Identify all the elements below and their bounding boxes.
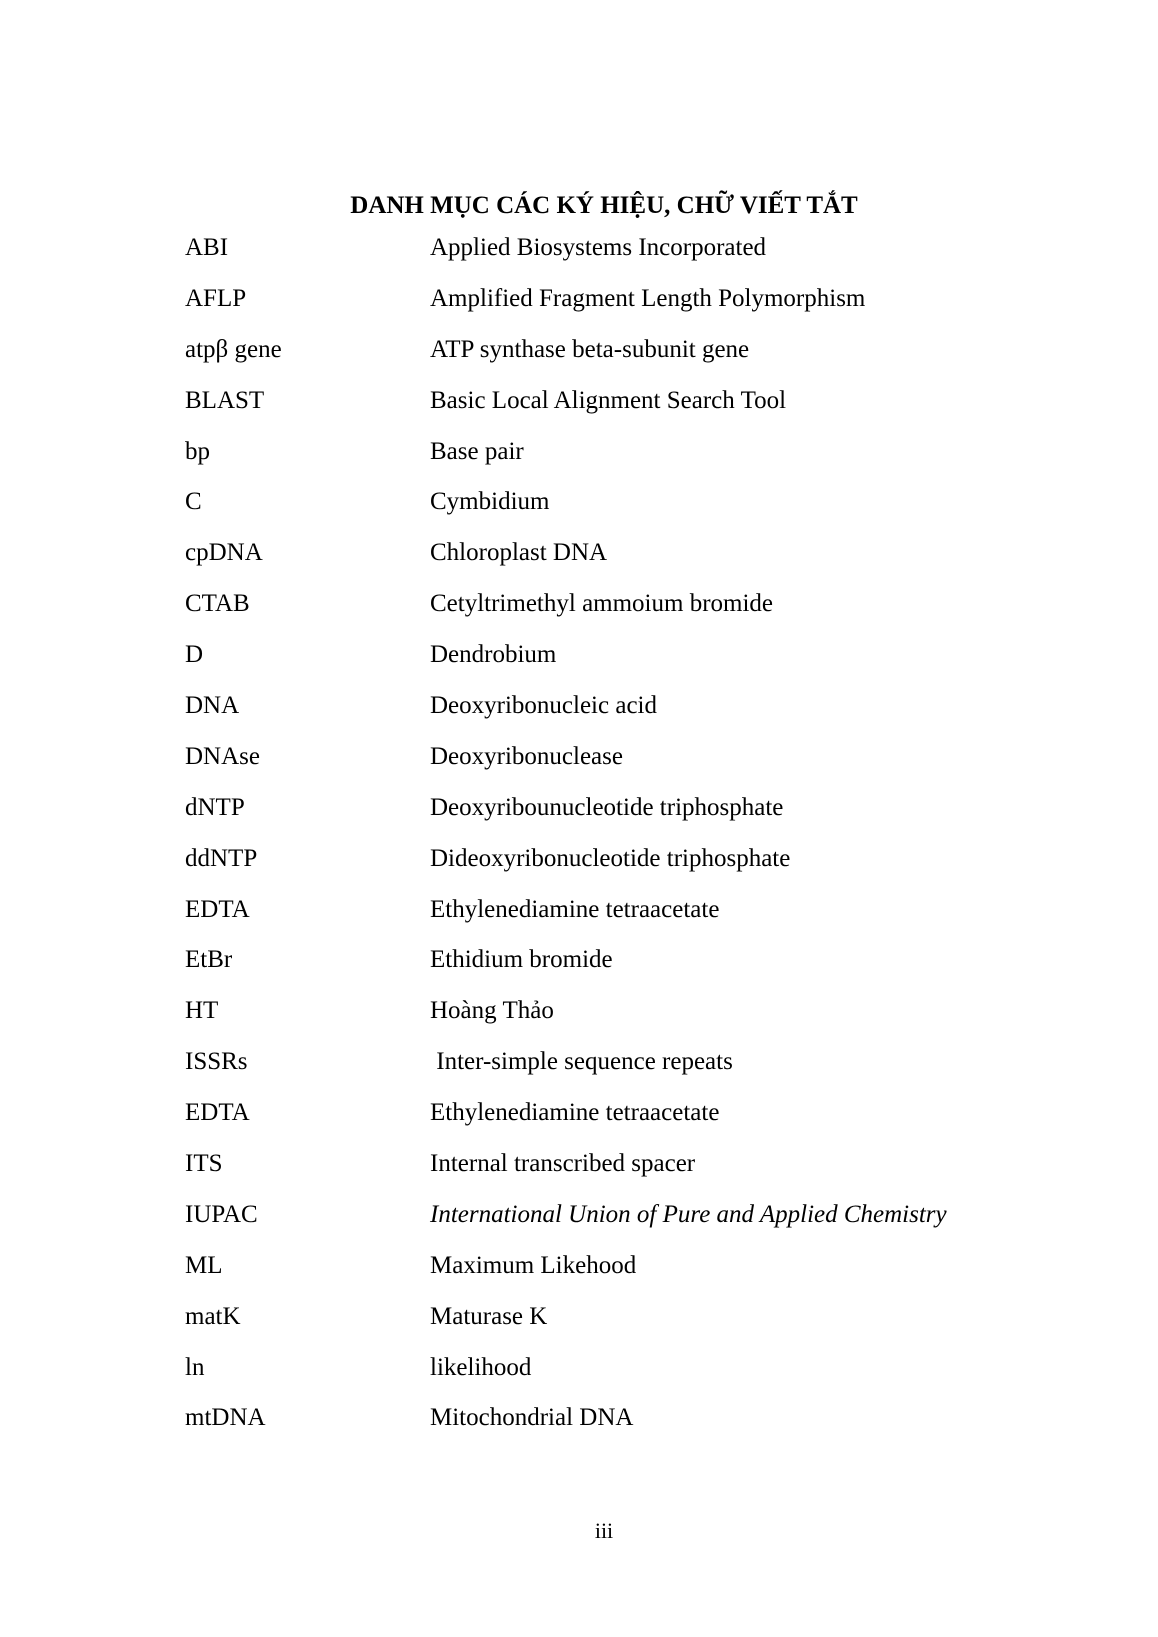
abbreviation-term: EtBr	[185, 946, 233, 974]
abbreviation-definition: Dideoxyribonucleotide triphosphate	[430, 844, 791, 872]
abbreviation-row	[185, 1200, 1125, 1251]
abbreviation-term: dNTP	[185, 793, 245, 821]
abbreviation-definition: Ethylenediamine tetraacetate	[430, 895, 720, 923]
abbreviation-definition: ATP synthase beta-subunit gene	[430, 335, 750, 363]
page-number: iii	[594, 1518, 614, 1543]
abbreviation-row	[185, 793, 1125, 844]
abbreviation-definition: Ethidium bromide	[430, 946, 613, 974]
abbreviation-term: mtDNA	[185, 1404, 266, 1432]
abbreviation-term: ln	[185, 1353, 205, 1381]
abbreviation-row	[185, 1149, 1125, 1200]
abbreviation-row	[185, 996, 1125, 1047]
abbreviation-row	[185, 1353, 1125, 1404]
abbreviation-row	[185, 1403, 1125, 1454]
abbreviation-definition: likelihood	[430, 1353, 532, 1381]
abbreviation-term: D	[185, 641, 204, 669]
abbreviation-term: bp	[185, 437, 210, 465]
abbreviation-term: DNA	[185, 692, 240, 720]
abbreviation-definition: Maturase K	[430, 1302, 548, 1330]
abbreviation-term: ITS	[185, 1150, 223, 1178]
abbreviation-term: cpDNA	[185, 539, 263, 567]
abbreviation-definition: Deoxyribonuclease	[430, 742, 623, 770]
abbreviation-term: CTAB	[185, 590, 250, 618]
abbreviation-row	[185, 1098, 1125, 1149]
abbreviation-term: DNAse	[185, 742, 260, 770]
abbreviation-definition: Cetyltrimethyl ammoium bromide	[430, 590, 774, 618]
abbreviation-row	[185, 640, 1125, 691]
abbreviation-definition: Dendrobium	[430, 641, 557, 669]
abbreviation-row	[185, 437, 1125, 488]
abbreviation-term: C	[185, 488, 202, 516]
abbreviation-term: ML	[185, 1251, 223, 1279]
abbreviation-term: EDTA	[185, 895, 250, 923]
abbreviation-row	[185, 1047, 1125, 1098]
abbreviation-definition: Mitochondrial DNA	[430, 1404, 634, 1432]
abbreviation-term: EDTA	[185, 1099, 250, 1127]
abbreviation-term: BLAST	[185, 386, 265, 414]
abbreviation-definition: Deoxyribounucleotide triphosphate	[430, 793, 784, 821]
abbreviation-definition: Amplified Fragment Length Polymorphism	[430, 284, 866, 312]
abbreviation-definition: Inter-simple sequence repeats	[430, 1048, 733, 1076]
abbreviation-definition: Internal transcribed spacer	[430, 1150, 696, 1178]
abbreviation-definition: Chloroplast DNA	[430, 539, 608, 567]
abbreviation-row	[185, 487, 1125, 538]
abbreviation-term: atpβ gene	[185, 335, 282, 363]
abbreviation-definition: Base pair	[430, 437, 524, 465]
abbreviation-row	[185, 1251, 1125, 1302]
abbreviation-row	[185, 335, 1125, 386]
abbreviation-list	[185, 233, 1125, 1454]
abbreviation-row	[185, 895, 1125, 946]
abbreviation-term: AFLP	[185, 284, 247, 312]
abbreviation-definition: Basic Local Alignment Search Tool	[430, 386, 787, 414]
abbreviation-row	[185, 1302, 1125, 1353]
abbreviation-row	[185, 742, 1125, 793]
abbreviation-row	[185, 691, 1125, 742]
abbreviation-row	[185, 844, 1125, 895]
abbreviation-definition: Cymbidium	[430, 488, 550, 516]
abbreviation-definition: Hoàng Thảo	[430, 997, 554, 1025]
abbreviation-row	[185, 945, 1125, 996]
abbreviation-term: ddNTP	[185, 844, 258, 872]
abbreviation-definition: Deoxyribonucleic acid	[430, 692, 657, 720]
abbreviation-definition: Ethylenediamine tetraacetate	[430, 1099, 720, 1127]
abbreviation-definition: Maximum Likehood	[430, 1251, 637, 1279]
abbreviation-row	[185, 589, 1125, 640]
abbreviation-definition: Applied Biosystems Incorporated	[430, 234, 767, 261]
page-title: DANH MỤC CÁC KÝ HIỆU, CHỮ VIẾT TẮT	[350, 192, 858, 219]
abbreviation-term: IUPAC	[185, 1200, 258, 1228]
abbreviation-term: HT	[185, 997, 219, 1025]
abbreviation-definition: International Union of Pure and Applied Chemistry	[430, 1200, 947, 1228]
abbreviation-row	[185, 538, 1125, 589]
abbreviation-term: matK	[185, 1302, 241, 1330]
abbreviation-term: ISSRs	[185, 1048, 248, 1076]
abbreviation-row	[185, 386, 1125, 437]
abbreviation-term: ABI	[185, 234, 229, 261]
abbreviation-row	[185, 233, 1125, 284]
abbreviation-row	[185, 284, 1125, 335]
